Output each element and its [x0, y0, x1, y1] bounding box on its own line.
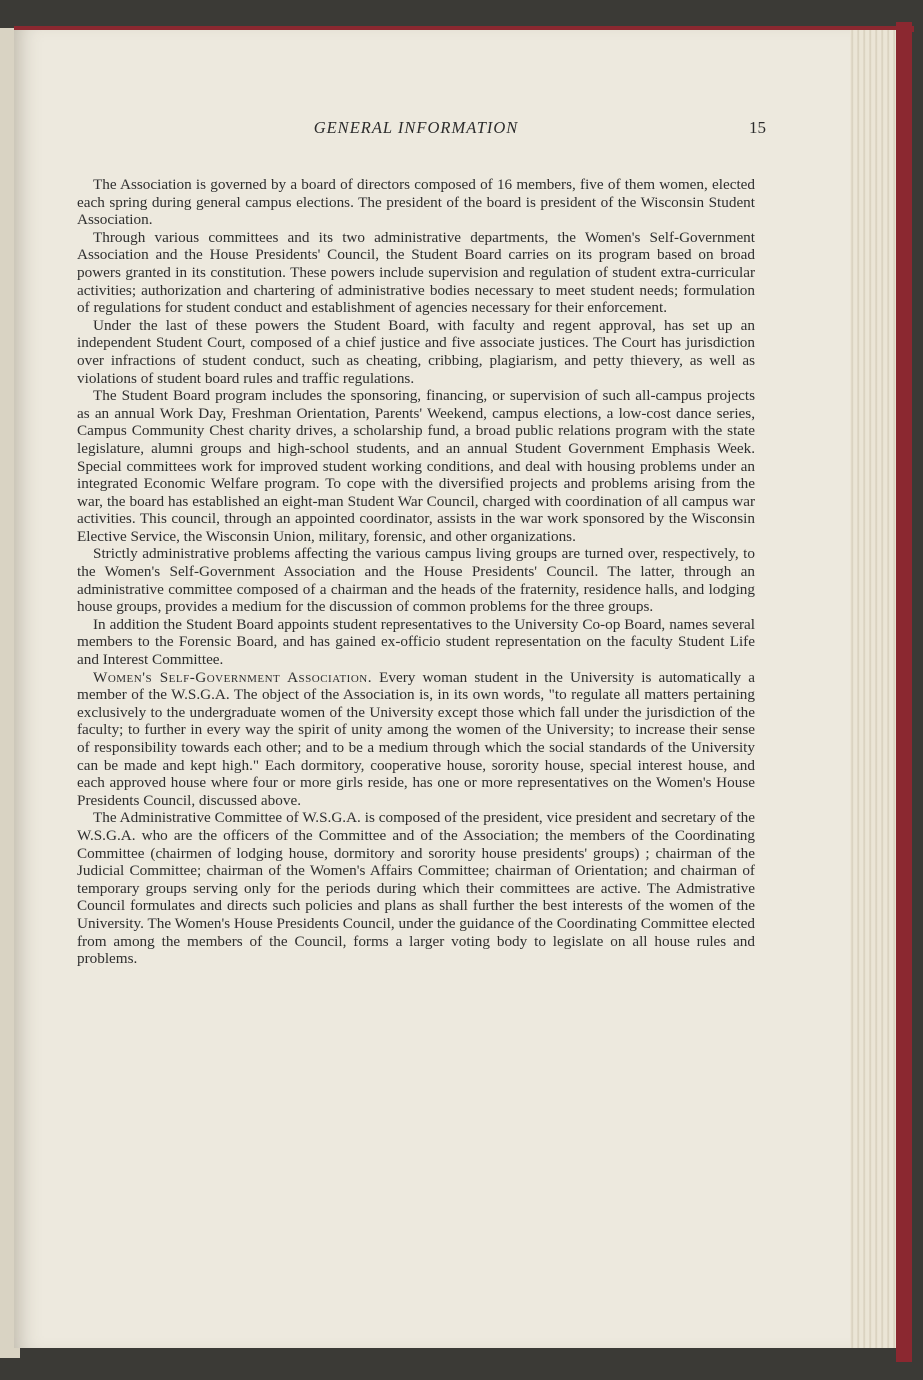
section-heading: Women's Self-Government Association. — [93, 668, 373, 686]
wsga-paragraph — [77, 669, 755, 810]
paragraph: Strictly administrative problems affecting the various campus living groups are turned over, respectively, to the Women's Self-Government Association and the House Presidents' Council. The latter, through an administrative committee composed of a chairman and the heads of the fraternity, residence halls, and lodging house groups, provides a medium for the discussion of common problems for the three groups. — [77, 545, 755, 616]
paragraph: The Administrative Committee of W.S.G.A. is composed of the president, vice president and secretary of the W.S.G.A. who are the officers of the Committee and of the Association; the members of the Coordinating Committee (chairmen of lodging house, dormitory and sorority house presidents' groups) ; chairman of the Judicial Committee; chairman of the Women's Affairs Committee; chairman of Orientation; and chairman of temporary groups serving only for the periods during which their committees are active. The Admistrative Council formulates and directs such policies and plans as shall further the best interests of the women of the University. The Women's House Presidents Council, under the guidance of the Coordinating Committee elected from among the members of the Council, forms a larger voting body to legislate on all house rules and problems. — [77, 809, 755, 968]
paragraph: Under the last of these powers the Student Board, with faculty and regent approval, has set up an independent Student Court, composed of a chief justice and five associate justices. The Court has jurisdiction over infractions of student conduct, such as cheating, cribbing, plagiarism, and petty thievery, as well as violations of student board rules and traffic regulations. — [77, 316, 755, 387]
book-binding — [896, 22, 912, 1362]
paragraph: In addition the Student Board appoints student representatives to the University Co-op Board, names several members to the Forensic Board, and has gained ex-officio student representation on the faculty Student Life and Interest Committee. — [77, 615, 755, 669]
body-text — [77, 176, 755, 968]
paragraph: The Student Board program includes the sponsoring, financing, or supervision of such all-campus projects as an annual Work Day, Freshman Orientation, Parents' Weekend, campus elections, a low-cost dance series, Campus Community Chest charity drives, a scholarship fund, a broad public relations program with the state legislature, alumni groups and high-school students, and an annual Student Government Emphasis Week. Special committees work for improved student working conditions, and deal with housing problems under an integrated Economic Welfare program. To cope with the diversified projects and problems arising from the war, the board has established an eight-man Student War Council, charged with coordination of all campus war activities. This council, through an appointed coordinator, assists in the war work sponsored by the Wisconsin Elective Service, the Wisconsin Union, military, forensic, and other organizations. — [77, 387, 755, 545]
page-edges — [848, 30, 898, 1348]
paragraph: Through various committees and its two administrative departments, the Women's Self-Government Association and the House Presidents' Council, the Student Board carries on its program based on broad powers granted in its constitution. These powers include supervision and regulation of student extra-curricular activities; authorization and chartering of administrative bodies necessary to meet student needs; formulation of regulations for student conduct and establishment of agencies necessary for their enforcement. — [77, 228, 755, 317]
wsga-text: Every woman student in the University is automatically a member of the W.S.G.A. The object of the Association is, in its own words, "to regulate all matters pertaining exclusively to the undergraduate women of the University except those which fall under the jurisdiction of the faculty; to further in every way the spirit of unity among the women of the University; to increase their sense of responsibility towards each other; and to be a medium through which the social standards of the University can be made and kept high." Each dormitory, cooperative house, sorority house, special interest house, and each approved house where four or more girls reside, has one or more representatives on the Women's House Presidents Council, discussed above. — [77, 668, 755, 809]
page-number: 15 — [749, 118, 766, 137]
running-head: GENERAL INFORMATION — [313, 118, 519, 137]
page-header — [66, 118, 766, 142]
paragraph: The Association is governed by a board of directors composed of 16 members, five of them women, elected each spring during general campus elections. The president of the board is president of the Wisconsin Student Association. — [77, 176, 755, 229]
